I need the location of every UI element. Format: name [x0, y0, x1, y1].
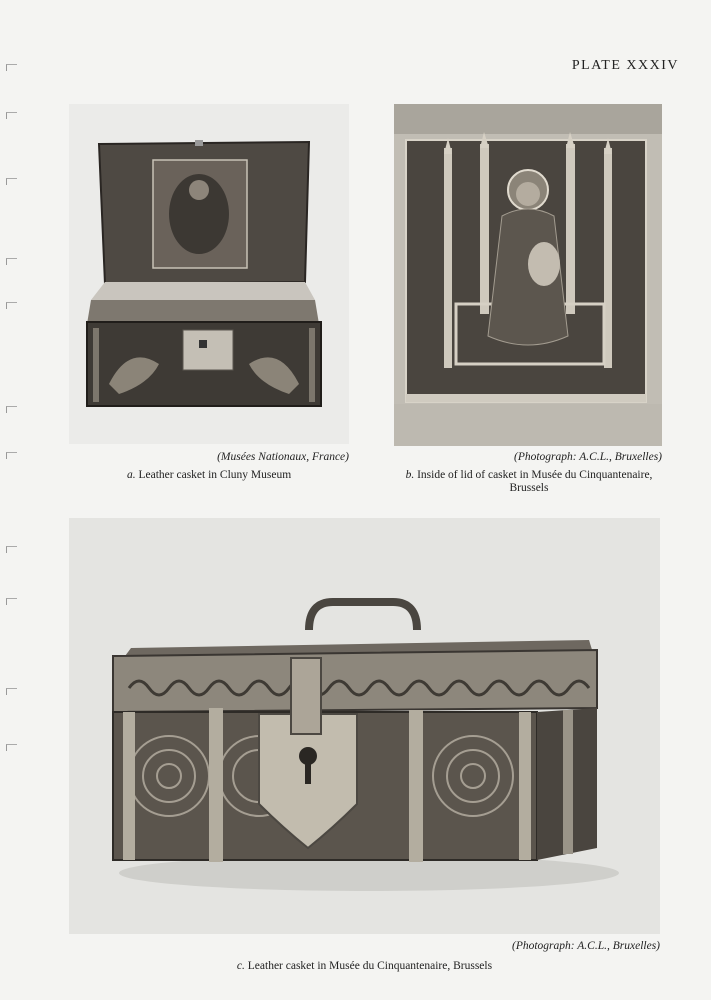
credit-b: (Photograph: A.C.L., Bruxelles) [514, 451, 662, 463]
credit-a: (Musées Nationaux, France) [217, 451, 349, 463]
binding-mark [6, 452, 17, 459]
binding-mark [6, 688, 17, 695]
binding-mark [6, 744, 17, 751]
caption-a-letter: a. [127, 469, 136, 481]
caption-c [69, 960, 660, 973]
photo-cinquantenaire-casket [69, 518, 660, 934]
binding-mark [6, 546, 17, 553]
binding-mark [6, 406, 17, 413]
binding-mark [6, 598, 17, 605]
binding-mark [6, 64, 17, 71]
caption-b-line2: Brussels [509, 482, 549, 494]
photo-cluny-casket [69, 104, 349, 444]
binding-mark [6, 258, 17, 265]
binding-mark [6, 112, 17, 119]
binding-mark [6, 302, 17, 309]
caption-b-text: Inside of lid of casket in Musée du Cinquantenaire, [417, 469, 653, 481]
caption-b [384, 469, 674, 495]
credit-c: (Photograph: A.C.L., Bruxelles) [512, 940, 660, 952]
caption-c-letter: c. [236, 960, 245, 972]
plate-title: PLATE XXXIV [571, 58, 679, 73]
caption-a [69, 469, 369, 482]
caption-c-text: Leather casket in Musée du Cinquantenaire, Brussels [247, 960, 493, 972]
binding-mark [6, 178, 17, 185]
caption-a-text: Leather casket in Cluny Museum [138, 469, 292, 481]
caption-b-letter: b. [405, 469, 415, 481]
photo-lid-interior [394, 104, 662, 446]
caption-b-line1 [384, 469, 674, 482]
